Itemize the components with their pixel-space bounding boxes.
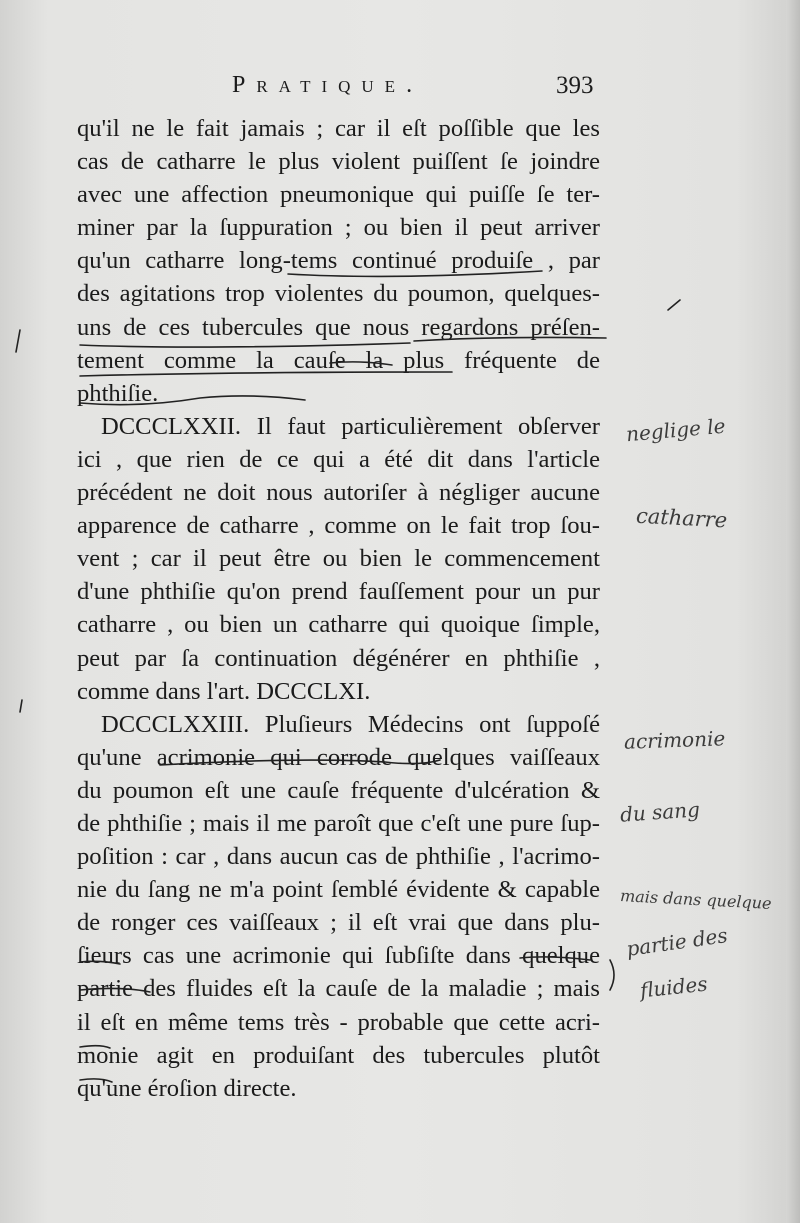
text-line: d'une phthiſie qu'on prend fauſſement pour un pur	[77, 578, 600, 606]
text-line: uns de ces tubercules que nous regardons préſen-	[77, 313, 600, 341]
underline-partie-des	[80, 988, 150, 992]
text-line: qu'une éroſion directe.	[77, 1074, 297, 1102]
text-line: ſieurs cas une acrimonie qui ſubſiſte dans quelque	[77, 942, 600, 970]
text-line: tement comme la cauſe la plus fréquente de	[77, 346, 600, 374]
text-line: cas de catharre le plus violent puiſſent ſe joindre	[77, 148, 600, 176]
margin-note-catharre: catharre	[635, 503, 728, 533]
margin-note-fluides: fluides	[638, 971, 709, 1003]
text-line: de phthiſie ; mais il me paroît que c'eſt une pure ſup-	[77, 809, 600, 837]
underline-phthisie-line	[80, 372, 452, 376]
text-line: peut par ſa continuation dégénérer en phthiſie ,	[77, 644, 600, 672]
underline-presentement-comme	[80, 343, 410, 347]
underline-long-tems	[288, 271, 542, 276]
page-number: 393	[556, 72, 594, 99]
text-line: qu'un catharre long-tems continué produiſe , par	[77, 247, 600, 275]
underline-quune	[80, 1079, 112, 1082]
margin-note-partie-des: partie des	[624, 923, 730, 961]
text-line: de ronger ces vaiſſeaux ; il eſt vrai que dans plu-	[77, 909, 600, 937]
underline-acrimonie	[160, 760, 440, 765]
margin-note-acrimonie: acrimonie	[623, 726, 726, 754]
text-line: comme dans l'art. DCCCLXI.	[77, 677, 371, 705]
underline-cause-plus	[330, 362, 392, 365]
text-line: qu'une acrimonie qui corrode quelques vaiſſeaux	[77, 743, 600, 771]
underline-regardons-presentement	[414, 337, 606, 341]
text-line: poſition : car , dans aucun cas de phthiſie , l'acrimo-	[77, 843, 600, 871]
text-line: avec une affection pneumonique qui puiſſe ſe ter-	[77, 181, 600, 209]
underline-quelque	[520, 957, 590, 960]
text-line: miner par la ſuppuration ; ou bien il peut arriver	[77, 214, 600, 242]
text-line: vent ; car il peut être ou bien le commencement	[77, 545, 600, 573]
underline-monie	[80, 1046, 110, 1048]
underline-phthisie	[80, 396, 305, 405]
margin-note-du-sang: du sang	[619, 797, 701, 827]
margin-stroke-left-1	[16, 330, 20, 352]
margin-stroke-left-2	[20, 700, 22, 712]
text-line: il eſt en même tems très - probable que cette acri-	[77, 1008, 600, 1036]
text-line: partie des fluides eſt la cauſe de la maladie ; mais	[77, 975, 600, 1003]
text-line: qu'il ne le fait jamais ; car il eſt poſſible que les	[77, 115, 600, 142]
margin-stroke-top	[668, 300, 680, 310]
text-line: nie du ſang ne m'a point ſemblé évidente & capable	[77, 876, 600, 904]
text-line: phthiſie.	[77, 379, 159, 407]
text-line: des agitations trop violentes du poumon, quelques-	[77, 280, 600, 308]
text-line: monie agit en produiſant des tubercules plutôt	[77, 1041, 600, 1069]
running-head: Pratique.	[232, 72, 424, 98]
underline-plusieurs	[80, 961, 120, 964]
paragraph-873-start: DCCCLXXIII. Pluſieurs Médecins ont ſuppoſé	[101, 710, 600, 738]
text-line: du poumon eſt une cauſe fréquente d'ulcération &	[77, 776, 600, 804]
margin-stroke-right	[610, 960, 614, 990]
margin-note-negligee: neglige le	[625, 413, 727, 447]
margin-note-mais-dans-quelque: mais dans quelque	[619, 886, 773, 913]
text-line: catharre , ou bien un catharre qui quoique ſimple,	[77, 611, 600, 639]
text-line: précédent ne doit nous autoriſer à négliger aucune	[77, 479, 600, 507]
text-line: apparence de catharre , comme on le fait trop ſou-	[77, 512, 600, 540]
text-line: ici , que rien de ce qui a été dit dans l'article	[77, 445, 600, 473]
paragraph-872-start: DCCCLXXII. Il faut particulièrement obſerver	[101, 412, 600, 440]
